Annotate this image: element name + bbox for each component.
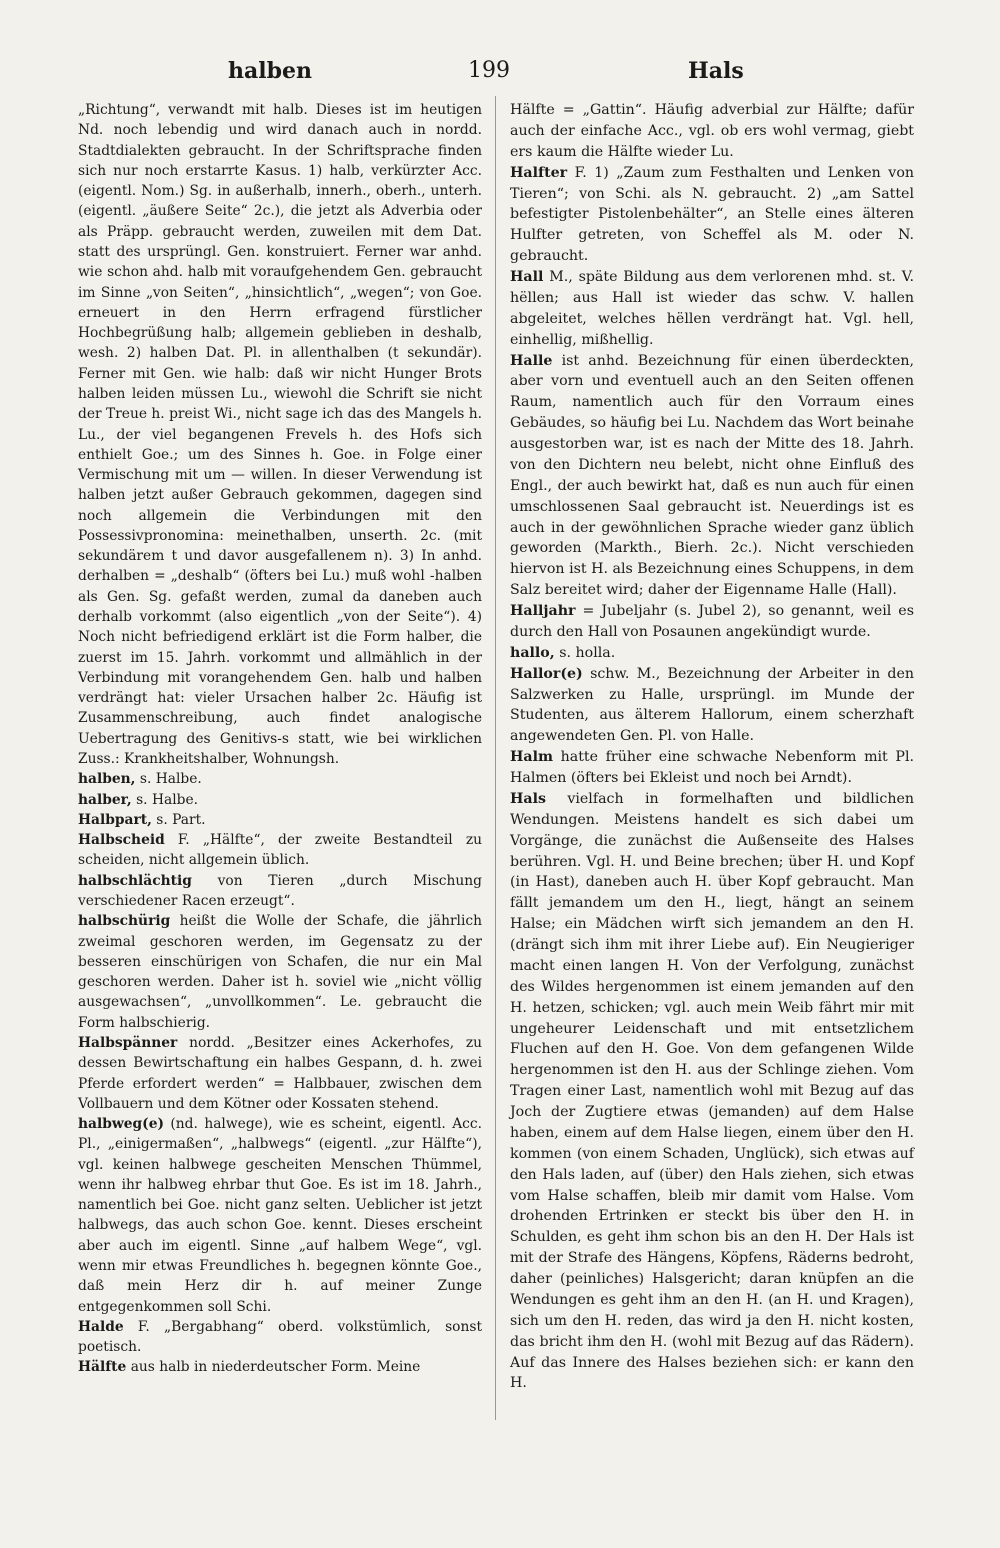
dictionary-entry (78, 810, 482, 830)
entry-headword: halbschürig (78, 913, 171, 930)
dictionary-entry (78, 1357, 482, 1377)
entry-headword: Hallor(e) (510, 665, 583, 682)
entry-text: F. „Hälfte“, der zweite Bestandteil zu scheiden, nicht allgemein üblich. (78, 832, 482, 869)
page-number: 199 (468, 58, 510, 83)
left-running-headword: halben (228, 58, 312, 84)
dictionary-entry (510, 789, 914, 1394)
entry-text: = Jubeljahr (s. Jubel 2), so genannt, weil es durch den Hall von Posaunen angekündigt wurde. (510, 603, 914, 640)
entry-headword: Halbpart, (78, 811, 152, 828)
dictionary-entry (510, 267, 914, 351)
page-header (76, 58, 916, 98)
entry-text: von Tieren „durch Mischung verschiedener Racen erzeugt“. (78, 872, 482, 909)
left-column (78, 100, 482, 1378)
entry-text: (nd. halwege), wie es scheint, eigentl. Acc. Pl., „einigermaßen“, „halbwegs“ (eigentl. „zur Hälfte“), vgl. keinen halbwege gescheiten Menschen Thümmel, wenn ihr halbweg ehrbar thut Goe. Es ist im 18. Jahrh., namentlich bei Goe. nicht ganz selten. Ueblicher ist jetzt halbwegs, das auch schon Goe. kennt. Dieses erscheint aber auch im eigentl. Sinne „auf halbem Wege“, vgl. wenn mir etwas Freundliches h. begegnen könnte Goe., daß mein Herz dir h. auf meiner Zunge entgegenkommen soll Schi. (78, 1116, 482, 1315)
dictionary-entry (78, 871, 482, 912)
entry-text: s. Halbe. (135, 771, 202, 788)
column-divider (495, 96, 496, 1420)
entry-headword: Halm (510, 749, 553, 766)
entry-text: M., späte Bildung aus dem verlorenen mhd. st. V. hëllen; aus Hall ist wieder das schw. V. hallen abgeleitet, welches hëllen verdrängt hat. Vgl. hell, einhellig, mißhellig. (510, 269, 914, 348)
entry-headword: halbschlächtig (78, 872, 192, 889)
dictionary-entry (78, 1033, 482, 1114)
entry-text: ist anhd. Bezeichnung für einen überdeckten, aber vorn und eventuell auch an den Seiten offenen Raum, namentlich auch für den Vorraum eines Gebäudes, so häufig bei Lu. Nachdem das Wort beinahe ausgestorben war, ist es nach der Mitte des 18. Jahrh. von den Dichtern neu belebt, nicht ohne Einfluß des Engl., der auch bewirkt hat, daß es nun auch für einen umschlossenen Saal gebraucht ist. Neuerdings ist es auch in der gewöhnlichen Sprache wieder ganz üblich geworden (Markth., Bierh. 2c.). Nicht verschieden hiervon ist H. als Bezeichnung eines Schuppens, in dem Salz bereitet wird; daher der Eigenname Halle (Hall). (510, 352, 914, 599)
entry-headword: Hall (510, 269, 544, 285)
entry-headword: Halljahr (510, 603, 576, 619)
entry-headword: Hälfte (78, 1359, 127, 1376)
dictionary-entry (78, 830, 482, 871)
dictionary-entry (510, 747, 914, 789)
entry-headword: halbweg(e) (78, 1116, 164, 1133)
entry-text: nordd. „Besitzer eines Ackerhofes, zu dessen Bewirtschaftung ein halbes Gespann, d. h. zwei Pferde erfordert werden“ = Halbbauer, zwischen dem Vollbauern und dem Kötner oder Kossaten stehend. (78, 1034, 482, 1112)
entry-text: aus halb in niederdeutscher Form. Meine (126, 1359, 421, 1376)
entry-headword: Halbscheid (78, 832, 165, 849)
dictionary-entry (510, 643, 914, 664)
entry-text: schw. M., Bezeichnung der Arbeiter in den Salzwerken zu Halle, ursprüngl. im Munde der Studenten, aus älterem Hallorum, einem scherzhaft angewendeten Gen. Pl. von Halle. (510, 665, 914, 745)
dictionary-entry (510, 163, 914, 267)
entry-text: s. Part. (151, 811, 206, 828)
right-column (510, 100, 914, 1394)
entry-headword: halben, (78, 771, 136, 788)
entry-text: F. „Bergabhang“ oberd. volkstümlich, sonst poetisch. (78, 1318, 482, 1356)
dictionary-entry (78, 790, 482, 810)
dictionary-entry (78, 1114, 482, 1317)
entry-text: heißt die Wolle der Schafe, die jährlich zweimal geschoren werden, im Gegensatz zu der besseren einschürigen von Schafen, die nur ein Mal geschoren werden. Daher ist h. soviel wie „nicht völlig ausgewachsen“, „unvollkommen“. Le. gebraucht die Form halbschierig. (78, 913, 482, 1031)
entry-text: vielfach in formelhaften und bildlichen Wendungen. Meistens handelt es sich dabei um Vorgänge, die zunächst die Außenseite des Halses berühren. Vgl. H. und Beine brechen; über H. und Kopf (in Hast), daneben auch H. über Kopf gebraucht. Man fällt jemandem um den H., liegt, hängt an seinem Halse; ein Mädchen wirft sich jemandem an den H. (drängt sich ihm mit ihrer Liebe auf). Ein Neugieriger macht einen langen H. Von der Verfolgung, zunächst des Wildes hergenommen ist einem jemanden auf den H. hetzen, schicken; vgl. auch mein Weib fährt mir mit ungeheurer Leidenschaft und mit entsetzlichem Fluchen auf den H. Goe. Von dem gefangenen Wilde hergenommen ist den H. aus der Schlinge ziehen. Vom Tragen einer Last, namentlich wohl mit Bezug auf das Joch der Zugtiere etwas (jemanden) auf dem Halse haben, einem auf dem Halse liegen, einem über den H. kommen (von einem Schaden, Unglück), sich etwas auf den Hals laden, auf (über) den Hals ziehen, sich etwas vom Halse schaffen, bleib mir damit vom Halse. Vom drohenden Ertrinken er steckt bis über den H. in Schulden, es geht ihm schon bis an den H. Der Hals ist mit der Strafe des Hängens, Köpfens, Räderns bedroht, daher (peinliches) Halsgericht; daran knüpfen an die Wendungen es geht ihm an den H. (an H. und Kragen), sich um den H. reden, das wird ja den H. nicht kosten, das bricht ihm den H. (wohl mit Bezug auf das Rädern). Auf das Innere des Halses beziehen sich: er kann den H. (510, 790, 914, 1392)
entry-text: hatte früher eine schwache Nebenform mit Pl. Halmen (öfters bei Ekleist und noch bei Arndt). (510, 749, 914, 786)
dictionary-entry (510, 100, 914, 163)
entry-text: „Richtung“, verwandt mit halb. Dieses ist im heutigen Nd. noch lebendig und wird danach auch in nordd. Stadtdialekten gebraucht. In der Schriftsprache finden sich nur noch erstarrte Kasus. 1) halb, verkürzter Acc. (eigentl. Nom.) Sg. in außerhalb, innerh., oberh., unterh. (eigentl. „äußere Seite“ 2c.), die jetzt als Adverbia oder als Präpp. gebraucht werden, zuweilen mit dem Dat. statt des ursprüngl. Gen. konstruiert. Ferner war anhd. wie schon ahd. halb mit voraufgehendem Gen. gebraucht im Sinne „von Seiten“, „hinsichtlich“, „wegen“; von Goe. erneuert in den Herrn erfragend fürstlicher Hochbegrüßung halb; allgemein geblieben in deshalb, wesh. 2) halben Dat. Pl. in allenthalben (t sekundär). Ferner mit Gen. wie halb: daß wir nicht Hunger Brots halben leiden müssen Lu., wiewohl die Schrift sie nicht der Treue h. preist Wi., nicht sage ich das des Mangels h. Lu., der viel begangenen Frevels h. des Hofs sich enthielt Goe.; um des Sinnes h. Goe. in Folge einer Vermischung mit um — willen. In dieser Verwendung ist halben jetzt außer Gebrauch gekommen, dagegen sind noch allgemein die Verbindungen mit den Possessivpronomina: meinethalben, unserth. 2c. (mit sekundärem t und davor ausgefallenem n). 3) In anhd. derhalben = „deshalb“ (öfters bei Lu.) muß wohl -halben als Gen. Sg. gefaßt werden, zumal da daneben auch derhalb vorkommt (also eigentlich „von der Seite“). 4) Noch nicht befriedigend erklärt ist die Form halber, die zuerst im 15. Jahrh. vorkommt und allmählich in der Verbindung mit vorangehendem Gen. halb und halben verdrängt hat: vieler Ursachen halber 2c. Häufig ist Zusammenschreibung, auch findet analogische Uebertragung des Genitivs-s statt, wie bei wirklichen Zuss.: Krankheitshalber, Wohnungsh. (78, 102, 482, 767)
dictionary-entry (510, 351, 914, 602)
entry-headword: Halfter (510, 164, 568, 181)
entry-text: s. holla. (554, 644, 616, 661)
dictionary-entry (510, 664, 914, 748)
entry-headword: Hals (510, 790, 546, 807)
entry-headword: halber, (78, 791, 132, 808)
dictionary-entry (510, 601, 914, 643)
dictionary-entry (78, 100, 482, 769)
dictionary-entry (78, 1317, 482, 1358)
right-running-headword: Hals (688, 58, 744, 84)
entry-headword: Halbspänner (78, 1034, 178, 1051)
entry-text: F. 1) „Zaum zum Festhalten und Lenken von Tieren“; von Schi. als N. gebraucht. 2) „am Sattel befestigter Pistolenbehälter“, an Stelle eines älteren Hulfter getreten, von Scheffel als M. oder N. gebraucht. (510, 164, 914, 265)
dictionary-entry (78, 911, 482, 1033)
entry-text: s. Halbe. (131, 791, 199, 808)
entry-headword: Halde (78, 1318, 124, 1335)
entry-text: Hälfte = „Gattin“. Häufig adverbial zur Hälfte; dafür auch der einfache Acc., vgl. ob ers wohl vermag, giebt ers kaum die Hälfte wieder Lu. (510, 102, 914, 160)
dictionary-entry (78, 769, 482, 789)
entry-headword: Halle (510, 352, 553, 369)
entry-headword: hallo, (510, 644, 555, 661)
